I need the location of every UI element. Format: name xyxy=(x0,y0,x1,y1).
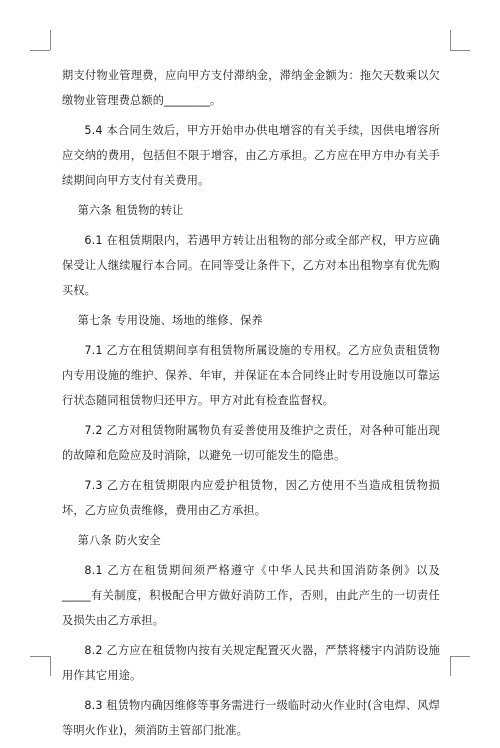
article-6-heading: 第六条 租赁物的转让 xyxy=(77,204,184,217)
document-body xyxy=(62,63,440,748)
article-7-heading: 第七条 专用设施、场地的维修、保养 xyxy=(77,314,263,327)
clause-7-1: 7.1 乙方在租赁期间享有租赁物所属设施的专用权。乙方应负责租赁物内专用设施的维护、保养、年审，并保证在本合同终止时专用设施以可靠运行状态随同租赁物归还甲方。甲方对此有检查监督权。 xyxy=(62,344,440,407)
clause-6-1: 6.1 在租赁期限内，若遇甲方转让出租物的部分或全部产权，甲方应确保受让人继续履行本合同。在同等受让条件下，乙方对本出租物享有优先购买权。 xyxy=(62,234,440,297)
clause-5-4: 5.4 本合同生效后，甲方开始申办供电增容的有关手续，因供电增容所应交纳的费用，包括但不限于增容，由乙方承担。乙方应在甲方申办有关手续期间向甲方支付有关费用。 xyxy=(62,124,440,187)
article-8-heading: 第八条 防火安全 xyxy=(77,534,161,547)
clause-8-1: 8.1 乙方在租赁期间须严格遵守《中华人民共和国消防条例》以及_____有关制度，积极配合甲方做好消防工作，否则，由此产生的一切责任及损失由乙方承担。 xyxy=(62,564,440,627)
clause-7-3: 7.3 乙方在租赁期限内应爱护租赁物，因乙方使用不当造成租赁物损坏，乙方应负责维修，费用由乙方承担。 xyxy=(62,479,440,517)
paragraph-late-fee: 期支付物业管理费，应向甲方支付滞纳金，滞纳金金额为：拖欠天数乘以欠缴物业管理费总额的________。 xyxy=(62,69,440,107)
clause-8-2: 8.2 乙方应在租赁物内按有关规定配置灭火器，严禁将楼宇内消防设施用作其它用途。 xyxy=(62,644,440,682)
clause-7-2: 7.2 乙方对租赁物附属物负有妥善使用及维护之责任，对各种可能出现的故障和危险应及时消除，以避免一切可能发生的隐患。 xyxy=(62,424,440,462)
clause-8-3: 8.3 租赁物内确因维修等事务需进行一级临时动火作业时(含电焊、风焊等明火作业)，须消防主管部门批准。 xyxy=(62,699,440,737)
